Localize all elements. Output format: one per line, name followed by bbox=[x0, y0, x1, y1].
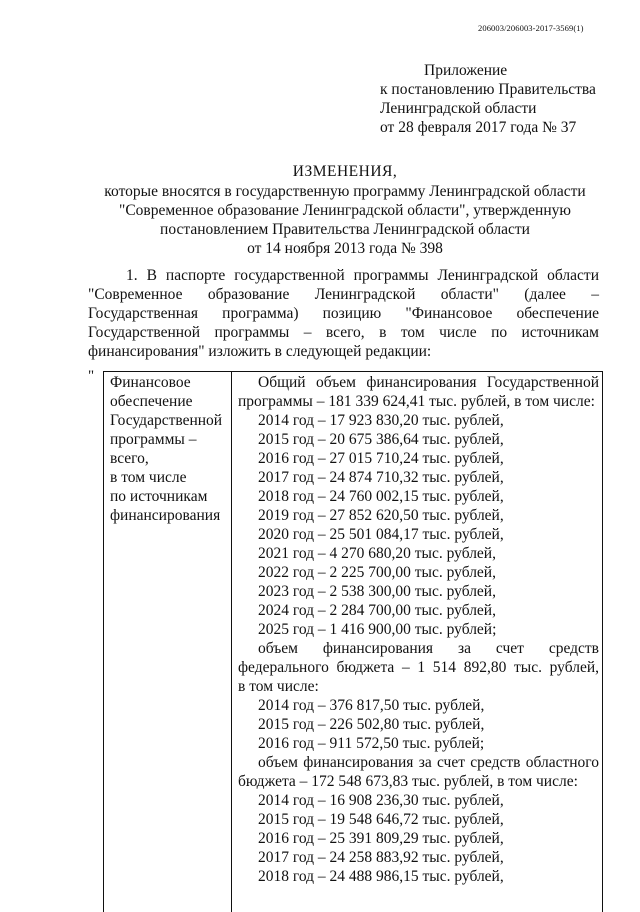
year-amount: 2016 год – 27 015 710,24 тыс. рублей, bbox=[258, 450, 504, 467]
year-amount: 2015 год – 19 548 646,72 тыс. рублей, bbox=[258, 811, 504, 828]
position-name-line: Финансовое bbox=[110, 374, 191, 391]
year-amount: 2016 год – 25 391 809,29 тыс. рублей, bbox=[258, 830, 504, 847]
regional-line: бюджета – 172 548 673,83 тыс. рублей, в том числе: bbox=[238, 773, 578, 790]
federal-line: в том числе: bbox=[238, 678, 319, 695]
column-divider bbox=[231, 372, 232, 912]
title-line: которые вносятся в государственную программу Ленинградской области bbox=[104, 183, 586, 200]
year-amount: 2024 год – 2 284 700,00 тыс. рублей, bbox=[258, 602, 496, 619]
appendix-line: к постановлению Правительства bbox=[380, 81, 596, 98]
position-name-line: всего, bbox=[110, 450, 149, 467]
total-line: Общий объем финансирования Государственной bbox=[258, 374, 599, 391]
position-name-line: по источникам bbox=[110, 488, 208, 505]
year-amount: 2017 год – 24 874 710,32 тыс. рублей, bbox=[258, 469, 504, 486]
year-amount: 2018 год – 24 760 002,15 тыс. рублей, bbox=[258, 488, 504, 505]
title-heading: ИЗМЕНЕНИЯ, bbox=[292, 163, 398, 180]
appendix-block bbox=[380, 61, 620, 137]
year-amount: 2019 год – 27 852 620,50 тыс. рублей, bbox=[258, 507, 504, 524]
federal-line: объем финансирования за счет средств bbox=[258, 640, 599, 657]
year-amount: 2015 год – 20 675 386,64 тыс. рублей, bbox=[258, 431, 504, 448]
year-amount: 2014 год – 17 923 830,20 тыс. рублей, bbox=[258, 412, 504, 429]
year-amount: 2025 год – 1 416 900,00 тыс. рублей; bbox=[258, 621, 497, 638]
financing-table bbox=[103, 371, 603, 912]
year-amount: 2016 год – 911 572,50 тыс. рублей; bbox=[258, 735, 485, 752]
intro-line: Государственной программы – всего, в том числе по источникам bbox=[88, 324, 599, 341]
intro-line: финансирования" изложить в следующей редакции: bbox=[88, 343, 432, 360]
position-name-line: обеспечение bbox=[110, 393, 193, 410]
year-amount: 2020 год – 25 501 084,17 тыс. рублей, bbox=[258, 526, 504, 543]
total-line: программы – 181 339 624,41 тыс. рублей, в том числе: bbox=[238, 393, 595, 410]
federal-line: федерального бюджета – 1 514 892,80 тыс. рублей, bbox=[238, 659, 599, 676]
year-amount: 2023 год – 2 538 300,00 тыс. рублей, bbox=[258, 583, 496, 600]
opening-quote-mark: " bbox=[88, 368, 95, 384]
position-name-line: в том числе bbox=[110, 469, 187, 486]
title-line: от 14 ноября 2013 года № 398 bbox=[247, 240, 443, 257]
year-amount: 2015 год – 226 502,80 тыс. рублей, bbox=[258, 716, 485, 733]
year-amount: 2018 год – 24 488 986,15 тыс. рублей, bbox=[258, 868, 504, 885]
financing-details-cell bbox=[238, 373, 599, 886]
appendix-line: Ленинградской области bbox=[380, 100, 537, 117]
year-amount: 2014 год – 376 817,50 тыс. рублей, bbox=[258, 697, 485, 714]
title-line: "Современное образование Ленинградской области", утвержденную bbox=[119, 202, 571, 219]
document-title bbox=[90, 162, 600, 258]
appendix-line: Приложение bbox=[424, 62, 508, 79]
intro-line: Государственная программа) позицию "Финансовое обеспечение bbox=[88, 305, 599, 322]
position-name-cell bbox=[110, 373, 228, 525]
year-amount: 2022 год – 2 225 700,00 тыс. рублей, bbox=[258, 564, 496, 581]
intro-paragraph bbox=[88, 266, 599, 361]
position-name-line: программы – bbox=[110, 431, 197, 448]
intro-line: "Современное образование Ленинградской области" (далее – bbox=[88, 286, 599, 303]
regional-line: объем финансирования за счет средств областного bbox=[258, 754, 599, 771]
position-name-line: финансирования bbox=[110, 507, 221, 524]
year-amount: 2014 год – 16 908 236,30 тыс. рублей, bbox=[258, 792, 504, 809]
appendix-line: от 28 февраля 2017 года № 37 bbox=[380, 119, 577, 136]
intro-line: 1. В паспорте государственной программы Ленинградской области bbox=[126, 267, 599, 284]
title-line: постановлением Правительства Ленинградской области bbox=[160, 221, 530, 238]
year-amount: 2017 год – 24 258 883,92 тыс. рублей, bbox=[258, 849, 504, 866]
year-amount: 2021 год – 4 270 680,20 тыс. рублей, bbox=[258, 545, 496, 562]
position-name-line: Государственной bbox=[110, 412, 223, 429]
document-id: 206003/206003-2017-3569(1) bbox=[478, 23, 584, 33]
